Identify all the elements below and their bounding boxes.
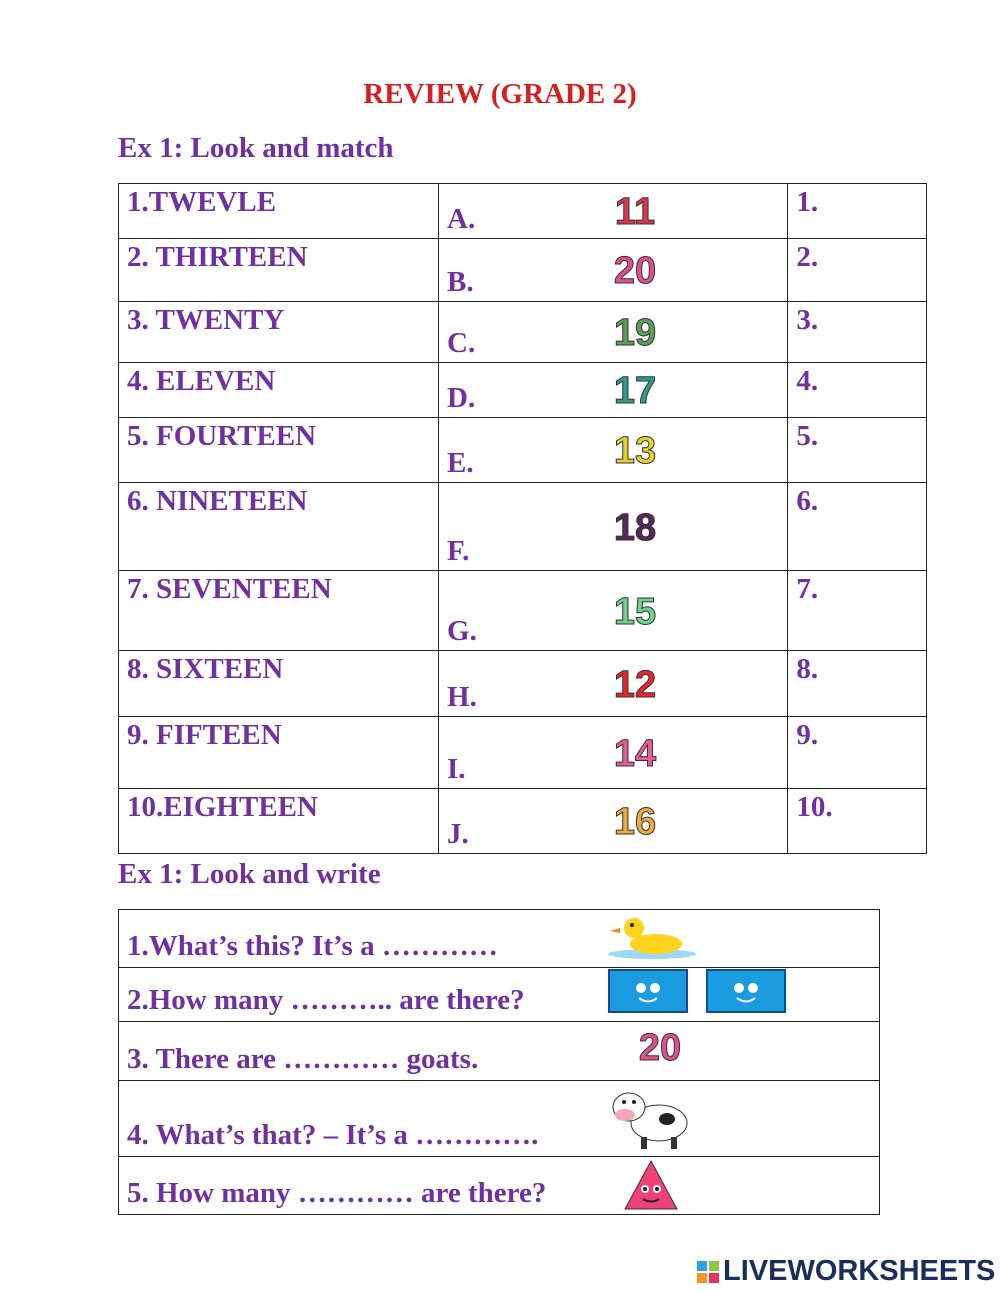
picture-number: 13 (613, 430, 657, 472)
picture-letter: G. (447, 615, 477, 647)
picture-letter: F. (447, 535, 470, 567)
number-word: 9. FIFTEEN (127, 719, 282, 751)
picture-number: 20 (613, 250, 657, 292)
answer-cell[interactable] (788, 651, 927, 717)
number-picture (587, 302, 683, 362)
match-row (119, 184, 927, 239)
answer-label: 1. (796, 186, 819, 218)
picture-number: 19 (613, 312, 657, 354)
number-picture (587, 651, 683, 716)
squares-icon (607, 968, 787, 1022)
answer-cell[interactable] (788, 717, 927, 789)
write-row (119, 910, 880, 968)
answer-cell[interactable] (788, 789, 927, 854)
write-row (119, 968, 880, 1022)
picture-cell (439, 302, 788, 363)
number-word-cell (119, 571, 439, 651)
answer-label: 7. (796, 573, 819, 605)
match-table (118, 183, 927, 854)
answer-cell[interactable] (788, 302, 927, 363)
write-sentence: 4. What’s that? – It’s a …………. (127, 1119, 539, 1151)
answer-cell[interactable] (788, 239, 927, 302)
write-table (118, 909, 880, 1215)
answer-label: 4. (796, 365, 819, 397)
match-row (119, 789, 927, 854)
number-word: 5. FOURTEEN (127, 420, 317, 452)
match-row (119, 651, 927, 717)
picture-number: 14 (613, 732, 657, 775)
write-sentence: 3. There are ………… goats. (127, 1043, 479, 1075)
number-picture (587, 571, 683, 650)
picture-letter: A. (447, 203, 476, 235)
number-word-cell (119, 239, 439, 302)
number-word-cell (119, 363, 439, 418)
picture-number: 18 (613, 506, 657, 549)
answer-cell[interactable] (788, 571, 927, 651)
picture-letter: J. (447, 818, 469, 850)
number-word: 4. ELEVEN (127, 365, 276, 397)
answer-cell[interactable] (788, 363, 927, 418)
match-row (119, 571, 927, 651)
match-row (119, 363, 927, 418)
match-row (119, 239, 927, 302)
logo-text: LIVEWORKSHEETS (723, 1255, 996, 1287)
picture-number: 12 (613, 663, 657, 706)
picture-letter: C. (447, 327, 476, 359)
picture-cell (439, 418, 788, 483)
number-word-cell (119, 651, 439, 717)
answer-label: 8. (796, 653, 819, 685)
picture-number: 16 (613, 801, 657, 843)
liveworksheets-logo (697, 1255, 995, 1288)
match-row (119, 418, 927, 483)
answer-cell[interactable] (788, 418, 927, 483)
cow-icon (607, 1081, 691, 1161)
picture-cell (439, 717, 788, 789)
duck-icon (604, 910, 700, 968)
picture-letter: I. (447, 753, 466, 785)
write-cell[interactable] (119, 968, 880, 1022)
picture-letter: D. (447, 382, 476, 414)
answer-label: 2. (796, 241, 819, 273)
write-cell[interactable] (119, 1081, 880, 1157)
picture-letter: H. (447, 681, 477, 713)
picture-cell (439, 651, 788, 717)
number-20-icon (612, 1022, 708, 1080)
picture-letter: E. (447, 447, 474, 479)
write-sentence: 1.What’s this? It’s a ………… (127, 930, 498, 962)
number-word: 10.EIGHTEEN (127, 791, 318, 823)
answer-label: 9. (796, 719, 819, 751)
picture-cell (439, 789, 788, 854)
match-row (119, 302, 927, 363)
picture-cell (439, 239, 788, 302)
write-sentence: 5. How many ………… are there? (127, 1177, 547, 1209)
write-cell[interactable] (119, 910, 880, 968)
number-word-cell (119, 184, 439, 239)
match-row (119, 483, 927, 571)
number-picture (587, 483, 683, 570)
picture-number: 15 (613, 590, 657, 633)
number-word-cell (119, 789, 439, 854)
picture-number: 11 (614, 191, 656, 233)
number-picture (587, 717, 683, 788)
answer-label: 3. (796, 304, 819, 336)
number-picture (587, 184, 683, 238)
number-word: 8. SIXTEEN (127, 653, 284, 685)
number-word-cell (119, 418, 439, 483)
number-word-cell (119, 483, 439, 571)
number-word: 3. TWENTY (127, 304, 285, 336)
number-word: 2. THIRTEEN (127, 241, 308, 273)
number-picture (587, 239, 683, 301)
write-row (119, 1081, 880, 1157)
number-picture (587, 363, 683, 417)
write-cell[interactable] (119, 1022, 880, 1081)
picture-cell (439, 571, 788, 651)
write-row (119, 1157, 880, 1215)
answer-label: 6. (796, 485, 819, 517)
number-word-cell (119, 302, 439, 363)
write-cell[interactable] (119, 1157, 880, 1215)
picture-cell (439, 184, 788, 239)
picture-number: 20 (638, 1027, 682, 1069)
number-word: 6. NINETEEN (127, 485, 308, 517)
exercise-2-heading: Ex 1: Look and write (118, 858, 381, 890)
number-word: 7. SEVENTEEN (127, 573, 332, 605)
picture-cell (439, 363, 788, 418)
answer-label: 5. (796, 420, 819, 452)
picture-cell (439, 483, 788, 571)
picture-number: 17 (613, 370, 657, 412)
worksheet-title: REVIEW (GRADE 2) (363, 78, 637, 110)
triangle-icon (621, 1157, 693, 1221)
picture-letter: B. (447, 266, 474, 298)
exercise-1-heading: Ex 1: Look and match (118, 132, 394, 164)
number-word-cell (119, 717, 439, 789)
number-picture (587, 789, 683, 853)
answer-cell[interactable] (788, 483, 927, 571)
answer-label: 10. (796, 791, 833, 823)
logo-icon (697, 1261, 719, 1283)
number-word: 1.TWEVLE (127, 186, 277, 218)
write-sentence: 2.How many ……….. are there? (127, 984, 525, 1016)
answer-cell[interactable] (788, 184, 927, 239)
number-picture (587, 418, 683, 482)
match-row (119, 717, 927, 789)
write-row (119, 1022, 880, 1081)
